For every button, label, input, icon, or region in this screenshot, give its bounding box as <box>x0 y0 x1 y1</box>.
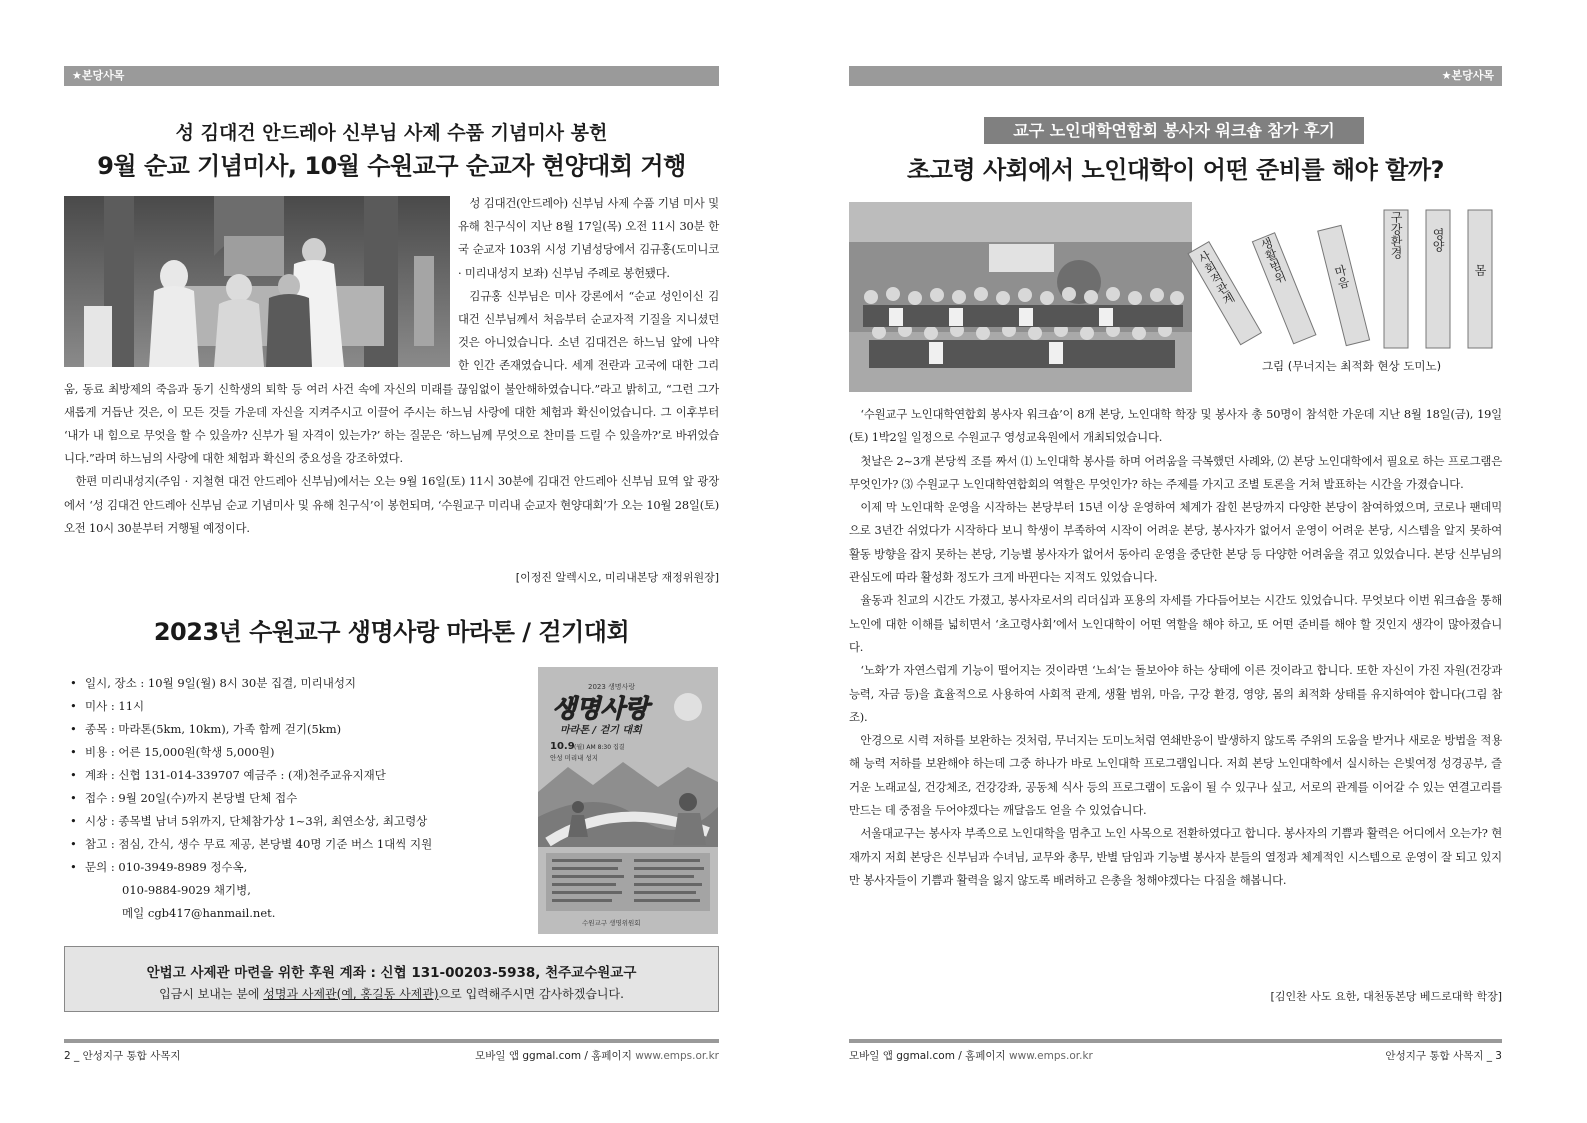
poster-subtitle: 마라톤 / 걷기 대회 <box>560 725 642 736</box>
poster-date: 10.9 <box>550 741 575 752</box>
list-item: • 일시, 장소 : 10월 9일(월) 8시 30분 집결, 미리내성지 <box>70 672 530 695</box>
page-label: 2 _ 안성지구 통합 사목지 <box>64 1050 181 1062</box>
mass-photo <box>64 196 450 367</box>
poster-top: 2023 생명사랑 <box>588 683 636 691</box>
left-page <box>0 0 793 1123</box>
list-item: • 미사 : 11시 <box>70 695 530 718</box>
article-tag: 교구 노인대학연합회 봉사자 워크숍 참가 후기 <box>984 117 1364 144</box>
list-item: • 문의 : 010-3949-8989 정수옥, <box>70 856 530 879</box>
paragraph: 서울대교구는 봉사자 부족으로 노인대학을 멈추고 노인 사목으로 전환하였다고 합니다. 봉사자의 기쁨과 활력은 어디에서 오는가? 현재까지 저희 본당은 신부님과 수녀님, 교무와 총무, 반별 담임과 기능별 봉사자 분들의 열정과 체계적인 시스템으로 운영이 잘 되고 있지만 봉사자들이 기쁨과 활력을 잃지 않도록 배려하고 은총을 청해야겠다는 다짐을 해봅니다. <box>849 826 1502 887</box>
donation-account: 안법고 사제관 마련을 위한 후원 계좌 : 신협 131-00203-5938, 천주교수원교구 <box>146 965 637 981</box>
right-page <box>794 0 1587 1123</box>
domino-label: 생활범위 <box>1257 235 1289 286</box>
domino-figure <box>1194 200 1506 380</box>
paragraph: 율동과 친교의 시간도 가졌고, 봉사자로서의 리더십과 포용의 자세를 가다듬어보는 시간도 있었습니다. 무엇보다 이번 워크숍을 통해 노인에 대한 이해를 넓히면서 ‘초고령사회’에서 노인대학이 어떤 역할을 해야 하고, 또 어떤 준비를 해야 할 것인지 생각이 많아졌습니다. <box>849 593 1502 654</box>
donation-box <box>64 946 719 1012</box>
donation-note <box>65 985 718 1002</box>
contact-line: 메일 cgb417@hanmail.net. <box>122 906 276 920</box>
paragraph: 안경으로 시력 저하를 보완하는 것처럼, 무너지는 도미노처럼 연쇄반응이 발생하지 않도록 주위의 도움을 받거나 새로운 방법을 적용해 능력 저하를 보완해야 하는데 그중 하나가 바로 노인대학 프로그램입니다. 저희 본당 노인대학에서 실시하는 은빛여정 성경공부, 즐거운 노래교실, 건강체조, 건강강좌, 공동체 식사 등의 프로그램이 도움이 될 수 있구나 싶고, 서로의 관계를 이어갈 수 있는 연결고리를 만드는 데 중점을 두어야겠다는 깨달음도 얻을 수 있었습니다. <box>849 733 1502 818</box>
poster-title: 생명사랑 <box>552 694 649 723</box>
list-item: • 계좌 : 신협 131-014-339707 예금주 : (재)천주교유지재단 <box>70 764 530 787</box>
page-label: 안성지구 통합 사목지 _ 3 <box>1385 1050 1502 1062</box>
homepage-link[interactable]: www.emps.or.kr <box>635 1050 719 1062</box>
list-item: • 접수 : 9월 20일(수)까지 본당별 단체 접수 <box>70 787 530 810</box>
poster-date-detail: (월) AM 8:30 집결 <box>574 744 625 751</box>
paragraph: 김규홍 신부님은 미사 강론에서 “순교 성인이신 김대건 신부님께서 처음부터 순교자적 기질을 지니셨던 것은 아니었습니다. 소년 김대건은 하느님 앞에 나약한 인간 존재였습니다. 세계 전란과 고국에 대한 그리움, 동료 최방제의 죽음과 동기 신학생의 퇴학 등 여러 사건 속에 자신의 미래를 끊임없이 불안해하였습니다.”라고 밝히고, “그런 그가 새롭게 거듭난 것은, 이 모든 것들 가운데 자신을 지켜주시고 이끌어 주시는 하느님 사랑에 대한 체험과 확신이었습니다. 그 이후부터 ‘내가 내 힘으로 무엇을 할 수 있을까? 신부가 될 자격이 있는가?’ 하는 질문은 ‘하느님께 무엇으로 찬미를 드릴 수 있을까?’로 바뀌었습니다.”라며 하느님의 사랑에 대한 체험과 확신의 중요성을 강조하였다. <box>64 288 719 466</box>
article-title: 초고령 사회에서 노인대학이 어떤 준비를 해야 할까? <box>907 156 1444 184</box>
paragraph: ‘수원교구 노인대학연합회 봉사자 워크숍’이 8개 본당, 노인대학 학장 및 봉사자 총 50명이 참석한 가운데 지난 8월 18일(금), 19일(토) 1박2일 일정으로 수원교구 영성교육원에서 개최되었습니다. <box>849 407 1502 445</box>
app-label: 모바일 앱 ggmal.com / 홈페이지 <box>849 1050 1010 1062</box>
app-label: 모바일 앱 ggmal.com / 홈페이지 <box>475 1050 636 1062</box>
article-credit: [김인찬 사도 요한, 대천동본당 베드로대학 학장] <box>1270 990 1502 1003</box>
paragraph: 성 김대건(안드레아) 신부님 사제 수품 기념 미사 및 유해 친구식이 지난 8월 17일(목) 오전 11시 30분 한국 순교자 103위 시성 기념성당에서 김규홍(도미니코 · 미리내성지 보좌) 신부님 주례로 봉헌됐다. <box>458 196 719 280</box>
list-item: • 참고 : 점심, 간식, 생수 무료 제공, 본당별 40명 기준 버스 1대씩 지원 <box>70 833 530 856</box>
article-title: 9월 순교 기념미사, 10월 수원교구 순교자 현양대회 거행 <box>97 152 686 180</box>
section-bar: ★본당사목 <box>849 66 1502 86</box>
event-details-list <box>70 672 530 925</box>
paragraph: 첫날은 2~3개 본당씩 조를 짜서 ⑴ 노인대학 봉사를 하며 어려움을 극복했던 사례와, ⑵ 본당 노인대학에서 필요로 하는 프로그램은 무엇인가? ⑶ 수원교구 노인대학연합회의 역할은 무엇인가? 하는 주제를 가지고 조별 토론을 거쳐 발표하는 시간을 가졌습니다. <box>849 453 1502 491</box>
domino-label: 구강환경 <box>1389 211 1403 259</box>
article-body <box>849 403 1502 892</box>
list-item: • 시상 : 종목별 남녀 5위까지, 단체참가상 1~3위, 최연소상, 최고령상 <box>70 810 530 833</box>
list-item: • 종목 : 마라톤(5km, 10km), 가족 함께 걷기(5km) <box>70 718 530 741</box>
footer-rule <box>64 1039 719 1043</box>
paragraph: ‘노화’가 자연스럽게 기능이 떨어지는 것이라면 ‘노쇠’는 돌보아야 하는 상태에 이른 것이라고 합니다. 또한 자신이 가진 자원(건강과 능력, 자금 등)을 효율적으로 사용하여 사회적 관계, 생활 범위, 마음, 구강 환경, 영양, 몸의 최적화 상태를 유지하여야 합니다(그림 참조). <box>849 663 1502 724</box>
list-item: • 비용 : 어른 15,000원(학생 5,000원) <box>70 741 530 764</box>
paragraph: 이제 막 노인대학 운영을 시작하는 본당부터 15년 이상 운영하여 체계가 잡힌 본당까지 다양한 본당이 참여하였으며, 코로나 팬데믹으로 3년간 쉬었다가 시작하다 보니 학생이 부족하여 시작이 어려운 본당, 봉사자가 없어서 운영이 어려운 본당, 시스템을 알지 못하여 활동 방향을 잡지 못하는 본당, 기능별 봉사자가 없어서 동아리 운영을 중단한 본당 등 다양한 어려움을 겪고 있었습니다. 본당 신부님의 관심도에 따라 활성화 정도가 크게 바뀐다는 지적도 있었습니다. <box>849 500 1502 585</box>
domino-label: 사회적관계 <box>1194 248 1238 308</box>
article-credit: [이정진 알렉시오, 미리내본당 재정위원장] <box>515 571 719 584</box>
domino-label: 몸 <box>1473 264 1487 276</box>
footer-rule <box>849 1039 1502 1043</box>
poster-place: 안성 미리내 성지 <box>550 754 599 762</box>
poster-footer: 수원교구 생명위원회 <box>582 919 641 927</box>
note-text: 으로 입력해주시면 감사하겠습니다. <box>438 987 624 1001</box>
figure-caption: 그림 (무너지는 최적화 현상 도미노) <box>1261 359 1442 373</box>
group-photo <box>849 202 1192 392</box>
contact-line: 010-9884-9029 채기병, <box>122 883 251 897</box>
marathon-poster <box>538 667 718 934</box>
note-text: 입금시 보내는 분에 <box>159 987 264 1001</box>
article-subtitle: 성 김대건 안드레아 신부님 사제 수품 기념미사 봉헌 <box>175 122 608 144</box>
note-underlined: 성명과 사제관(예, 홍길동 사제관) <box>263 987 439 1001</box>
section-bar: ★본당사목 <box>64 66 719 86</box>
domino-label: 영양 <box>1431 228 1445 252</box>
footer-links <box>475 1048 719 1063</box>
domino-label: 마음 <box>1331 263 1352 291</box>
footer-links <box>849 1048 1093 1063</box>
paragraph: 한편 미리내성지(주임 · 지철현 대건 안드레아 신부님)에서는 오는 9월 16일(토) 11시 30분에 김대건 안드레아 신부님 묘역 앞 광장에서 ‘성 김대건 안드레아 신부님 순교 기념미사 및 유해 친구식’이 봉헌되며, ‘수원교구 미리내 순교자 현양대회’가 오는 10월 28일(토) 오전 10시 30분부터 거행될 예정이다. <box>64 474 719 535</box>
homepage-link[interactable]: www.emps.or.kr <box>1009 1050 1093 1062</box>
event-title: 2023년 수원교구 생명사랑 마라톤 / 걷기대회 <box>153 618 630 646</box>
